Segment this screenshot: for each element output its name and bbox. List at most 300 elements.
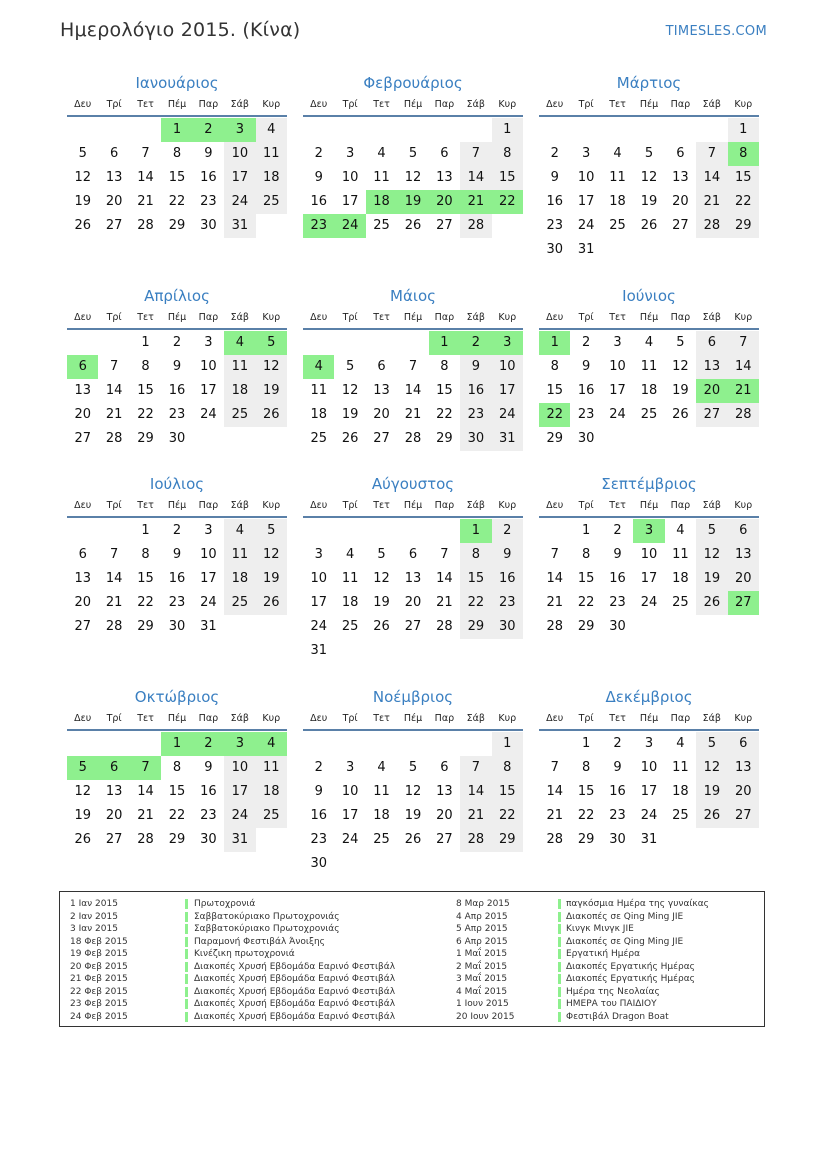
- day-cell: 10: [640, 547, 658, 562]
- weekday-label: Τρί: [578, 99, 594, 110]
- weekday-label: Τετ: [373, 312, 390, 323]
- day-cell: 12: [696, 756, 727, 780]
- day-cell: 27: [436, 832, 453, 847]
- empty-day-cell: [303, 331, 334, 355]
- day-cell: 13: [404, 571, 422, 586]
- day-cell: 22: [460, 591, 491, 615]
- day-cell: 24: [224, 190, 255, 214]
- weekday-label: Πέμ: [639, 500, 659, 511]
- day-cell: 19: [74, 808, 91, 823]
- day-cell: 15: [728, 166, 759, 190]
- holiday-name: ΗΜΕΡΑ του ΠΑΙΔΙΟΥ: [566, 999, 657, 1009]
- day-cell: 4: [676, 736, 685, 751]
- day-cell: 19: [74, 194, 91, 209]
- day-cell: 3: [581, 146, 591, 161]
- day-cell: 16: [546, 194, 563, 209]
- day-cell: 11: [373, 170, 390, 185]
- day-cell: 5: [345, 359, 355, 374]
- day-cell: 19: [397, 190, 428, 214]
- day-cell: 15: [492, 780, 523, 804]
- day-cell: 20: [105, 194, 123, 209]
- day-cell: 11: [672, 547, 689, 562]
- weekday-label: Παρ: [198, 99, 219, 110]
- day-cell: 11: [256, 142, 287, 166]
- holiday-color-marker: [558, 962, 561, 972]
- day-cell: 29: [137, 431, 154, 446]
- day-cell: 1: [141, 335, 150, 350]
- day-cell: 1: [161, 732, 192, 756]
- holiday-date: 24 Φεβ 2015: [70, 1011, 128, 1022]
- day-cell: 4: [256, 732, 287, 756]
- day-cell: 6: [67, 355, 98, 379]
- empty-day-cell: [303, 118, 334, 142]
- empty-day-cell: [570, 118, 601, 142]
- day-cell: 8: [460, 543, 491, 567]
- day-cell: 25: [373, 218, 390, 233]
- empty-day-cell: [696, 118, 727, 142]
- day-cell: 7: [408, 359, 418, 374]
- empty-day-cell: [130, 118, 161, 142]
- day-cell: 10: [310, 571, 327, 586]
- day-cell: 19: [696, 780, 727, 804]
- holiday-color-marker: [558, 899, 561, 909]
- day-cell: 12: [256, 355, 287, 379]
- day-cell: 18: [366, 190, 397, 214]
- day-cell: 27: [74, 619, 91, 634]
- day-cell: 27: [436, 218, 453, 233]
- legend-row: [456, 911, 756, 924]
- day-cell: 20: [105, 808, 123, 823]
- day-cell: 1: [492, 118, 523, 142]
- day-cell: 7: [550, 760, 559, 775]
- day-cell: 10: [200, 547, 217, 562]
- day-cell: 26: [696, 591, 727, 615]
- day-cell: 12: [74, 170, 91, 185]
- day-cell: 24: [224, 804, 255, 828]
- day-cell: 23: [609, 808, 626, 823]
- day-cell: 26: [373, 619, 390, 634]
- day-cell: 3: [224, 118, 255, 142]
- weekday-label: Κυρ: [262, 99, 281, 110]
- day-cell: 24: [640, 595, 658, 610]
- holiday-color-marker: [185, 937, 188, 947]
- day-cell: 23: [460, 403, 491, 427]
- weekday-label: Παρ: [434, 99, 455, 110]
- day-cell: 10: [640, 760, 658, 775]
- day-cell: 23: [577, 407, 595, 422]
- day-cell: 26: [404, 832, 422, 847]
- day-cell: 2: [314, 146, 323, 161]
- empty-day-cell: [67, 732, 98, 756]
- day-cell: 6: [440, 146, 449, 161]
- day-cell: 17: [224, 166, 255, 190]
- legend-column-right: [456, 898, 756, 1023]
- day-cell: 10: [609, 359, 626, 374]
- weekday-label: Τετ: [137, 500, 154, 511]
- day-cell: 2: [172, 335, 182, 350]
- weekday-label: Δευ: [546, 99, 564, 110]
- weekday-label: Πέμ: [639, 99, 659, 110]
- day-cell: 30: [492, 615, 523, 639]
- day-cell: 15: [460, 567, 491, 591]
- day-cell: 2: [193, 118, 224, 142]
- day-cell: 18: [672, 784, 689, 799]
- weekday-label: Τρί: [578, 312, 594, 323]
- day-cell: 28: [546, 832, 563, 847]
- day-cell: 4: [377, 760, 386, 775]
- day-cell: 17: [640, 571, 658, 586]
- holiday-color-marker: [185, 912, 188, 922]
- day-cell: 11: [341, 571, 359, 586]
- day-cell: 13: [728, 543, 759, 567]
- day-cell: 30: [168, 431, 186, 446]
- day-cell: 15: [168, 170, 186, 185]
- weekday-label: Σάβ: [466, 312, 485, 323]
- day-cell: 24: [341, 832, 359, 847]
- day-cell: 10: [341, 170, 359, 185]
- day-cell: 27: [672, 218, 689, 233]
- holiday-date: 20 Ιουν 2015: [456, 1011, 515, 1022]
- day-cell: 9: [204, 146, 213, 161]
- weekday-header: [539, 708, 759, 731]
- day-cell: 5: [696, 732, 727, 756]
- day-cell: 9: [550, 170, 559, 185]
- month-block: [303, 72, 523, 238]
- day-cell: 2: [460, 331, 491, 355]
- day-cell: 11: [672, 760, 689, 775]
- day-cell: 20: [696, 379, 727, 403]
- weekday-label: Τρί: [106, 500, 122, 511]
- day-cell: 3: [345, 146, 355, 161]
- day-cell: 2: [193, 732, 224, 756]
- day-cell: 17: [341, 808, 359, 823]
- day-cell: 31: [224, 214, 255, 238]
- holiday-name: Ημέρα της Νεολαίας: [566, 986, 660, 997]
- day-cell: 13: [105, 170, 123, 185]
- day-cell: 12: [404, 784, 422, 799]
- legend-row: [70, 961, 450, 974]
- day-cell: 23: [200, 808, 217, 823]
- day-cell: 1: [141, 523, 150, 538]
- day-cell: 12: [373, 571, 390, 586]
- day-cell: 30: [577, 431, 595, 446]
- empty-day-cell: [366, 732, 397, 756]
- day-cell: 8: [172, 760, 182, 775]
- weekday-label: Κυρ: [734, 713, 753, 724]
- day-cell: 8: [172, 146, 182, 161]
- day-cell: 3: [492, 331, 523, 355]
- day-cell: 16: [200, 170, 217, 185]
- holiday-date: 20 Φεβ 2015: [70, 961, 128, 972]
- day-cell: 22: [436, 407, 453, 422]
- weekday-label: Τετ: [609, 99, 626, 110]
- day-cell: 22: [492, 804, 523, 828]
- empty-day-cell: [429, 732, 460, 756]
- weekday-label: Παρ: [670, 312, 691, 323]
- day-cell: 20: [404, 595, 422, 610]
- weekday-label: Παρ: [434, 713, 455, 724]
- day-cell: 11: [373, 784, 390, 799]
- day-cell: 1: [460, 519, 491, 543]
- empty-day-cell: [602, 118, 633, 142]
- day-cell: 17: [577, 194, 595, 209]
- weekday-label: Πέμ: [167, 500, 187, 511]
- day-cell: 14: [436, 571, 453, 586]
- holiday-color-marker: [558, 1012, 561, 1022]
- day-cell: 14: [696, 166, 727, 190]
- month-name: Ιούλιος: [149, 475, 205, 493]
- legend-row: [70, 986, 450, 999]
- legend-row: [456, 998, 756, 1011]
- day-cell: 25: [224, 591, 255, 615]
- day-cell: 30: [460, 427, 491, 451]
- day-cell: 22: [577, 595, 595, 610]
- weekday-label: Πέμ: [403, 713, 423, 724]
- day-cell: 22: [539, 403, 570, 427]
- empty-day-cell: [460, 732, 491, 756]
- weekday-label: Τρί: [342, 312, 358, 323]
- day-cell: 26: [256, 403, 287, 427]
- day-cell: 9: [204, 760, 213, 775]
- day-cell: 16: [168, 571, 186, 586]
- day-cell: 23: [168, 595, 186, 610]
- day-grid: [539, 518, 759, 639]
- day-cell: 12: [404, 170, 422, 185]
- weekday-label: Σάβ: [466, 99, 485, 110]
- weekday-label: Πέμ: [639, 713, 659, 724]
- empty-day-cell: [67, 118, 98, 142]
- empty-day-cell: [334, 118, 365, 142]
- day-cell: 1: [728, 118, 759, 142]
- weekday-header: [67, 94, 287, 117]
- day-cell: 11: [224, 543, 255, 567]
- day-cell: 25: [672, 595, 689, 610]
- day-cell: 7: [440, 547, 449, 562]
- day-cell: 17: [200, 383, 217, 398]
- day-grid: [539, 731, 759, 852]
- day-cell: 21: [105, 595, 123, 610]
- site-link[interactable]: TIMESLES.COM: [665, 24, 767, 39]
- day-cell: 29: [460, 615, 491, 639]
- day-cell: 6: [377, 359, 386, 374]
- day-cell: 3: [345, 760, 355, 775]
- day-cell: 29: [168, 218, 186, 233]
- day-cell: 3: [224, 732, 255, 756]
- empty-day-cell: [98, 519, 129, 543]
- holiday-date: 3 Μαΐ 2015: [456, 974, 508, 984]
- day-cell: 27: [696, 403, 727, 427]
- day-cell: 7: [109, 359, 119, 374]
- day-cell: 15: [546, 383, 563, 398]
- day-cell: 10: [341, 784, 359, 799]
- day-cell: 28: [696, 214, 727, 238]
- weekday-label: Δευ: [546, 500, 564, 511]
- holiday-name: Διακοπές Χρυσή Εβδομάδα Εαρινό Φεστιβάλ: [194, 961, 396, 972]
- day-cell: 19: [696, 567, 727, 591]
- day-cell: 23: [546, 218, 563, 233]
- empty-day-cell: [397, 118, 428, 142]
- weekday-label: Δευ: [74, 99, 92, 110]
- day-cell: 20: [436, 808, 453, 823]
- day-cell: 5: [256, 331, 287, 355]
- day-cell: 16: [609, 571, 626, 586]
- holiday-date: 3 Ιαν 2015: [70, 924, 118, 934]
- legend-row: [70, 936, 450, 949]
- day-cell: 29: [546, 431, 563, 446]
- month-name: Νοέμβριος: [372, 688, 454, 706]
- day-cell: 4: [644, 335, 654, 350]
- day-cell: 5: [377, 547, 386, 562]
- day-cell: 23: [168, 407, 186, 422]
- day-cell: 16: [168, 383, 186, 398]
- day-cell: 3: [633, 519, 664, 543]
- month-block: [539, 72, 759, 262]
- day-cell: 24: [577, 218, 595, 233]
- month-name: Αύγουστος: [371, 475, 455, 493]
- day-cell: 28: [105, 431, 123, 446]
- day-cell: 18: [310, 407, 327, 422]
- weekday-label: Τρί: [578, 500, 594, 511]
- weekday-label: Τρί: [106, 713, 122, 724]
- day-cell: 10: [577, 170, 595, 185]
- month-block: [67, 72, 287, 238]
- month-block: [67, 285, 287, 451]
- weekday-label: Δευ: [546, 312, 564, 323]
- month-block: [303, 686, 523, 876]
- day-cell: 22: [492, 190, 523, 214]
- day-grid: [303, 117, 523, 238]
- day-cell: 12: [256, 543, 287, 567]
- day-cell: 26: [672, 407, 689, 422]
- day-cell: 31: [577, 242, 595, 257]
- day-cell: 21: [404, 407, 422, 422]
- day-cell: 27: [74, 431, 91, 446]
- day-cell: 31: [640, 832, 658, 847]
- weekday-label: Παρ: [434, 312, 455, 323]
- day-cell: 24: [609, 407, 626, 422]
- day-grid: [303, 518, 523, 663]
- day-cell: 7: [109, 547, 119, 562]
- day-cell: 8: [581, 547, 591, 562]
- day-cell: 6: [78, 547, 87, 562]
- weekday-label: Σάβ: [466, 500, 485, 511]
- weekday-label: Παρ: [670, 713, 691, 724]
- day-cell: 18: [373, 808, 390, 823]
- weekday-label: Πέμ: [403, 312, 423, 323]
- holiday-name: Διακοπές Χρυσή Εβδομάδα Εαρινό Φεστιβάλ: [194, 1011, 396, 1022]
- weekday-label: Πέμ: [403, 99, 423, 110]
- month-block: [539, 686, 759, 852]
- legend-row: [70, 973, 450, 986]
- weekday-label: Σάβ: [230, 99, 249, 110]
- day-cell: 22: [137, 407, 154, 422]
- empty-day-cell: [67, 519, 98, 543]
- day-cell: 19: [256, 379, 287, 403]
- holiday-color-marker: [558, 949, 561, 959]
- holiday-name: Διακοπές Εργατικής Ημέρας: [566, 974, 695, 984]
- day-cell: 31: [200, 619, 217, 634]
- holiday-name: Φεστιβάλ Dragon Boat: [566, 1011, 669, 1022]
- holiday-color-marker: [185, 1012, 188, 1022]
- day-cell: 22: [728, 190, 759, 214]
- day-cell: 21: [696, 190, 727, 214]
- day-cell: 29: [492, 828, 523, 852]
- day-cell: 5: [78, 146, 87, 161]
- day-cell: 7: [460, 756, 491, 780]
- day-cell: 30: [200, 832, 217, 847]
- empty-day-cell: [130, 732, 161, 756]
- day-cell: 8: [550, 359, 559, 374]
- month-name: Οκτώβριος: [134, 688, 220, 706]
- day-cell: 17: [310, 595, 327, 610]
- day-cell: 13: [74, 383, 91, 398]
- day-cell: 8: [141, 547, 150, 562]
- day-cell: 28: [137, 218, 154, 233]
- day-cell: 24: [640, 808, 658, 823]
- holiday-legend: [59, 891, 765, 1027]
- day-cell: 24: [200, 595, 217, 610]
- day-cell: 23: [492, 591, 523, 615]
- day-cell: 5: [256, 519, 287, 543]
- holiday-name: Κινέζικη πρωτοχρονιά: [194, 949, 295, 959]
- empty-day-cell: [303, 732, 334, 756]
- month-name: Φεβρουάριος: [363, 74, 463, 92]
- day-cell: 14: [546, 571, 563, 586]
- day-cell: 13: [696, 355, 727, 379]
- day-cell: 2: [550, 146, 559, 161]
- weekday-label: Δευ: [74, 500, 92, 511]
- weekday-label: Παρ: [670, 500, 691, 511]
- day-cell: 20: [74, 595, 91, 610]
- day-cell: 14: [105, 383, 123, 398]
- day-cell: 28: [137, 832, 154, 847]
- weekday-header: [303, 708, 523, 731]
- holiday-date: 1 Ιουν 2015: [456, 999, 509, 1009]
- day-cell: 2: [492, 519, 523, 543]
- holiday-name: παγκόσμια Ημέρα της γυναίκας: [566, 899, 709, 909]
- day-cell: 28: [105, 619, 123, 634]
- day-cell: 12: [74, 784, 91, 799]
- weekday-header: [67, 495, 287, 518]
- day-cell: 5: [408, 146, 418, 161]
- day-cell: 6: [676, 146, 685, 161]
- day-cell: 15: [137, 571, 154, 586]
- weekday-label: Τετ: [373, 99, 390, 110]
- day-cell: 4: [224, 331, 255, 355]
- day-cell: 18: [609, 194, 626, 209]
- day-cell: 8: [581, 760, 591, 775]
- empty-day-cell: [366, 118, 397, 142]
- day-grid: [67, 731, 287, 852]
- day-cell: 17: [640, 784, 658, 799]
- weekday-label: Κυρ: [262, 713, 281, 724]
- day-grid: [67, 330, 287, 451]
- day-cell: 9: [492, 543, 523, 567]
- day-cell: 27: [404, 619, 422, 634]
- day-cell: 15: [577, 571, 595, 586]
- day-cell: 26: [74, 832, 91, 847]
- holiday-name: Διακοπές Εργατικής Ημέρας: [566, 961, 695, 972]
- day-cell: 25: [310, 431, 327, 446]
- day-cell: 23: [609, 595, 626, 610]
- day-cell: 5: [67, 756, 98, 780]
- day-cell: 22: [168, 194, 186, 209]
- day-cell: 7: [696, 142, 727, 166]
- weekday-label: Δευ: [74, 713, 92, 724]
- day-grid: [303, 731, 523, 876]
- empty-day-cell: [334, 519, 365, 543]
- day-cell: 20: [728, 567, 759, 591]
